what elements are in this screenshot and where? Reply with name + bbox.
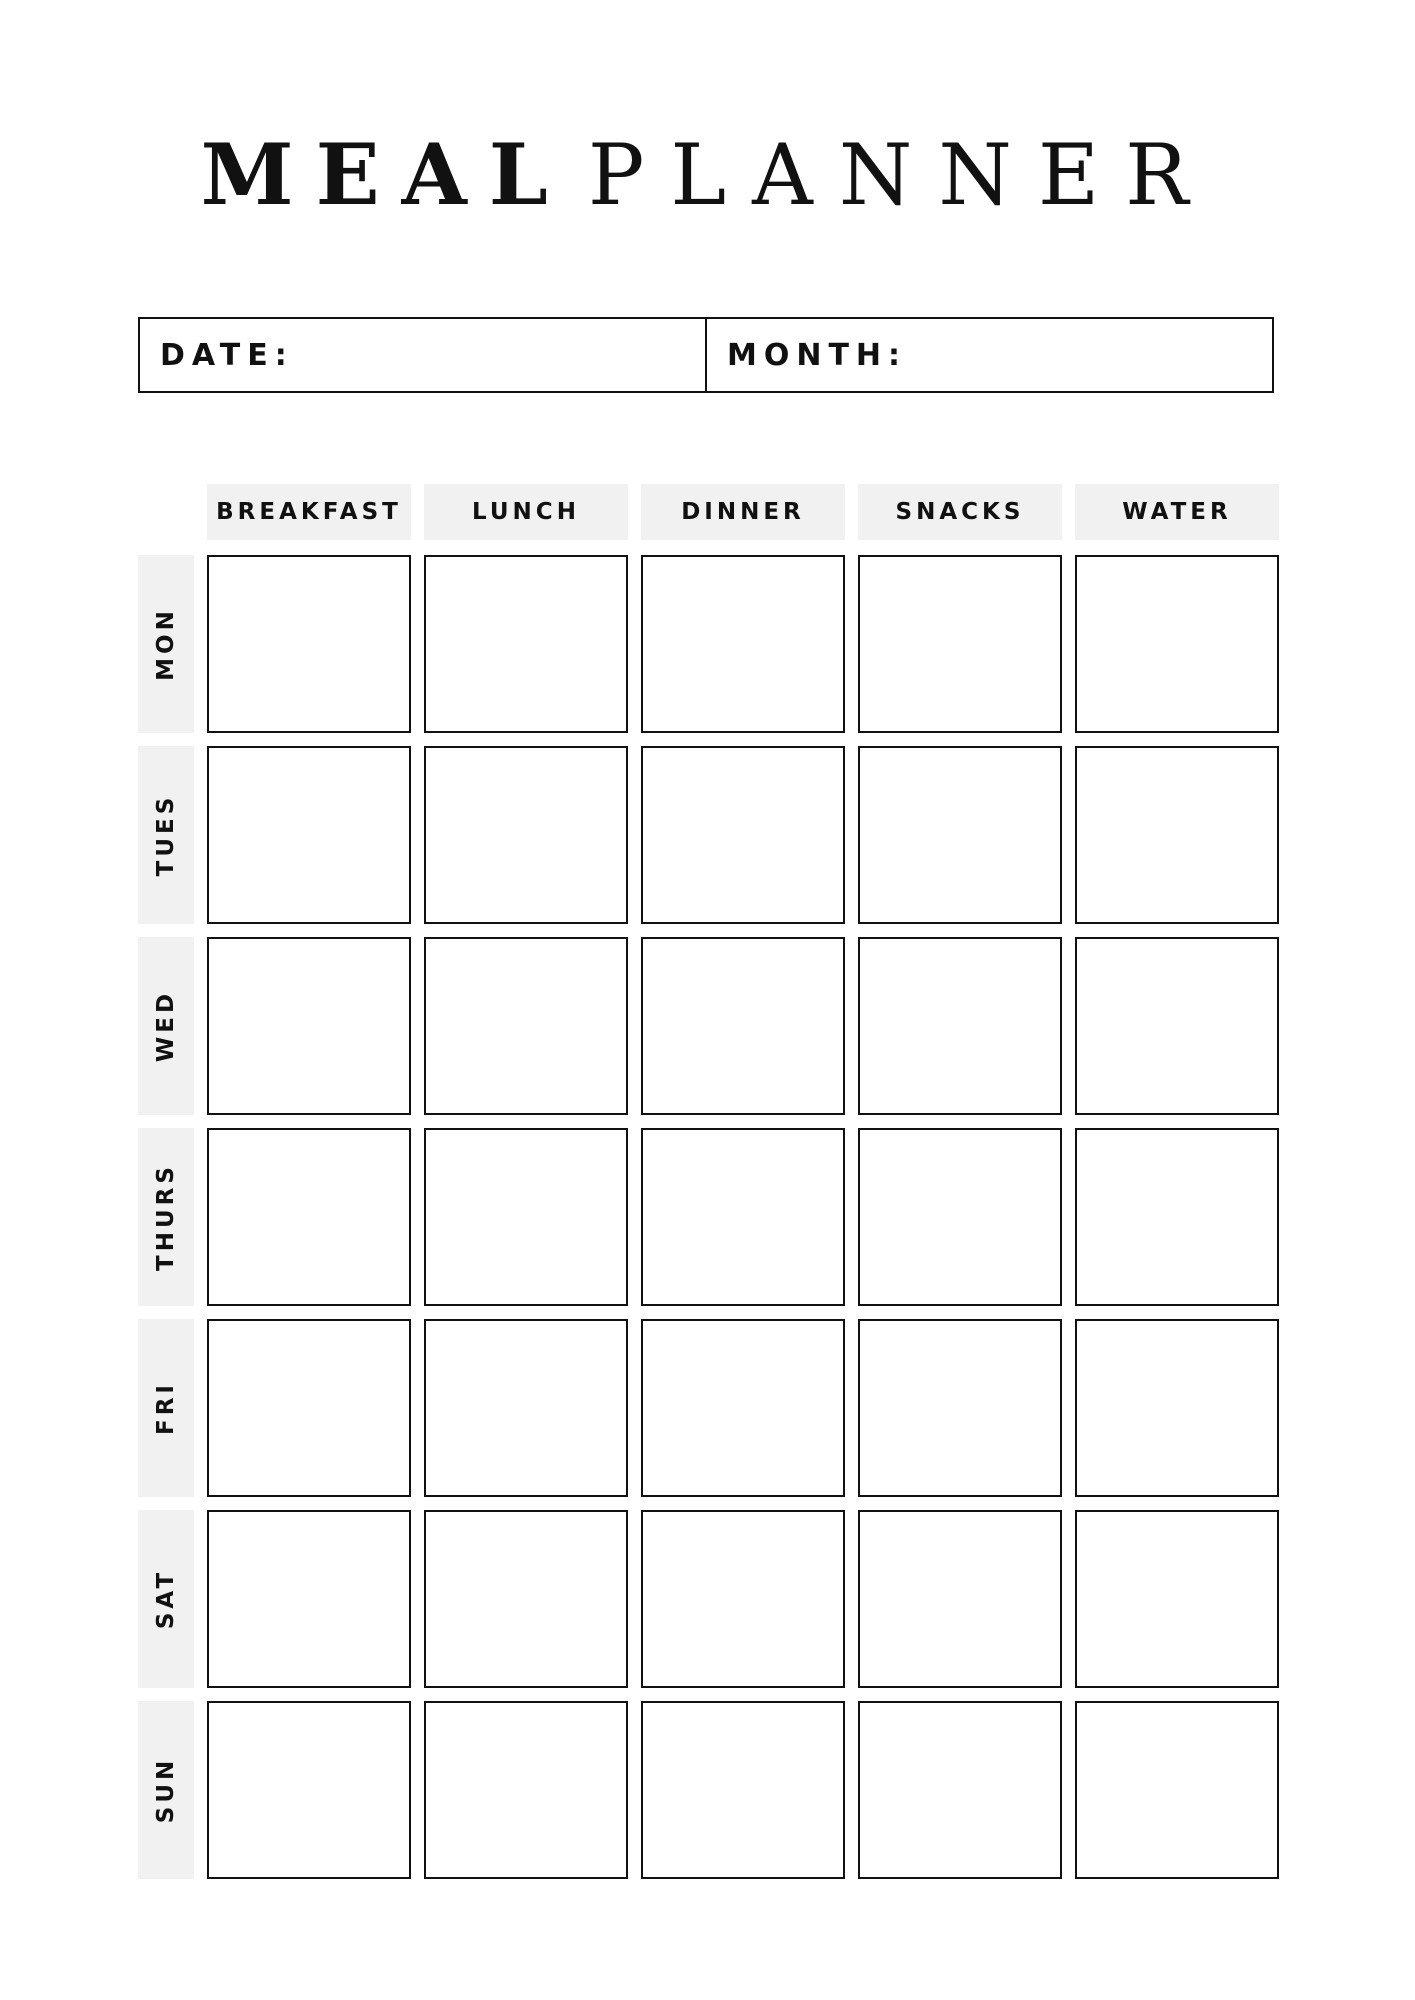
date-field[interactable]: [140, 319, 707, 391]
meal-cell-sun-water[interactable]: [1075, 1701, 1279, 1879]
meal-cell-sat-lunch[interactable]: [424, 1510, 628, 1688]
column-header-breakfast: BREAKFAST: [207, 484, 411, 540]
meal-cell-mon-water[interactable]: [1075, 555, 1279, 733]
meal-cell-sun-snacks[interactable]: [858, 1701, 1062, 1879]
meal-cell-tues-lunch[interactable]: [424, 746, 628, 924]
month-label: MONTH:: [727, 337, 908, 373]
meal-cell-sat-snacks[interactable]: [858, 1510, 1062, 1688]
day-label-mon: [138, 555, 194, 733]
day-label-sat: [138, 1510, 194, 1688]
day-label-thurs: [138, 1128, 194, 1306]
meal-cell-sun-lunch[interactable]: [424, 1701, 628, 1879]
title-planner: PLANNER: [587, 126, 1215, 224]
meal-cell-mon-dinner[interactable]: [641, 555, 845, 733]
meal-cell-thurs-water[interactable]: [1075, 1128, 1279, 1306]
meal-cell-thurs-dinner[interactable]: [641, 1128, 845, 1306]
column-header-dinner: DINNER: [641, 484, 845, 540]
column-header-snacks: SNACKS: [858, 484, 1062, 540]
column-header-water: WATER: [1075, 484, 1279, 540]
meal-cell-wed-lunch[interactable]: [424, 937, 628, 1115]
meal-cell-wed-breakfast[interactable]: [207, 937, 411, 1115]
day-label-text: SUN: [153, 1756, 179, 1824]
meal-cell-thurs-snacks[interactable]: [858, 1128, 1062, 1306]
day-label-text: SAT: [153, 1568, 179, 1630]
column-header-lunch: LUNCH: [424, 484, 628, 540]
page-title: [0, 120, 1415, 230]
month-field[interactable]: [707, 319, 1272, 391]
day-label-text: THURS: [153, 1163, 179, 1271]
meal-cell-tues-dinner[interactable]: [641, 746, 845, 924]
meal-cell-sun-breakfast[interactable]: [207, 1701, 411, 1879]
meal-cell-tues-snacks[interactable]: [858, 746, 1062, 924]
meal-cell-fri-breakfast[interactable]: [207, 1319, 411, 1497]
meal-cell-thurs-breakfast[interactable]: [207, 1128, 411, 1306]
meal-cell-mon-lunch[interactable]: [424, 555, 628, 733]
day-label-text: FRI: [153, 1381, 179, 1435]
day-label-wed: [138, 937, 194, 1115]
title-meal: MEAL: [200, 125, 570, 224]
meal-cell-wed-water[interactable]: [1075, 937, 1279, 1115]
meal-cell-fri-lunch[interactable]: [424, 1319, 628, 1497]
meal-cell-fri-snacks[interactable]: [858, 1319, 1062, 1497]
date-label: DATE:: [160, 337, 294, 373]
day-label-sun: [138, 1701, 194, 1879]
meal-cell-mon-snacks[interactable]: [858, 555, 1062, 733]
meal-cell-wed-dinner[interactable]: [641, 937, 845, 1115]
meal-cell-sun-dinner[interactable]: [641, 1701, 845, 1879]
meal-cell-tues-water[interactable]: [1075, 746, 1279, 924]
day-label-tues: [138, 746, 194, 924]
day-label-text: TUES: [153, 793, 179, 877]
meal-cell-sat-breakfast[interactable]: [207, 1510, 411, 1688]
meal-cell-wed-snacks[interactable]: [858, 937, 1062, 1115]
day-label-text: WED: [153, 989, 179, 1063]
day-label-fri: [138, 1319, 194, 1497]
meal-cell-sat-water[interactable]: [1075, 1510, 1279, 1688]
date-month-box: [138, 317, 1274, 393]
meal-cell-tues-breakfast[interactable]: [207, 746, 411, 924]
meal-cell-fri-water[interactable]: [1075, 1319, 1279, 1497]
meal-cell-fri-dinner[interactable]: [641, 1319, 845, 1497]
meal-cell-thurs-lunch[interactable]: [424, 1128, 628, 1306]
meal-cell-mon-breakfast[interactable]: [207, 555, 411, 733]
meal-cell-sat-dinner[interactable]: [641, 1510, 845, 1688]
day-label-text: MON: [153, 607, 179, 681]
